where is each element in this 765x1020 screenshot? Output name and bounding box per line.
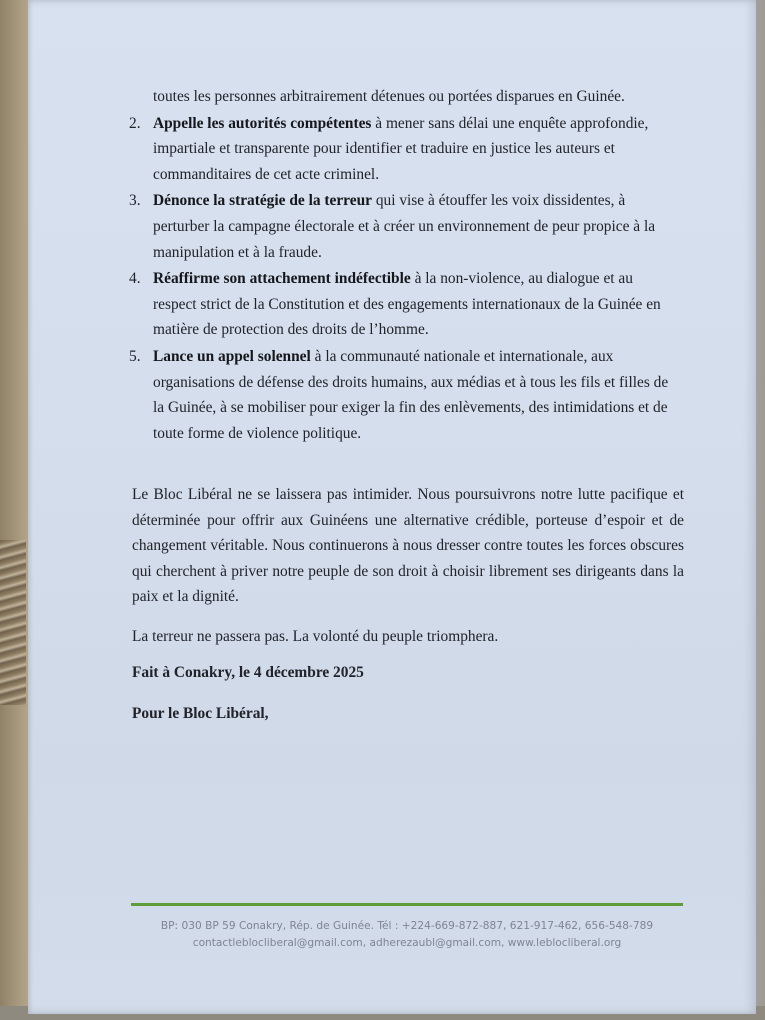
item-number: 4. bbox=[129, 270, 141, 288]
item-lead: Appelle les autorités compétentes bbox=[153, 114, 372, 132]
item-number: 5. bbox=[129, 347, 141, 365]
list-item-5 bbox=[129, 344, 678, 446]
footer-rule bbox=[131, 903, 683, 906]
signoff-date: Fait à Conakry, le 4 décembre 2025 bbox=[132, 664, 364, 681]
paragraph-slogan: La terreur ne passera pas. La volonté du peuple triomphera. bbox=[132, 628, 499, 645]
footer-address: BP: 030 BP 59 Conakry, Rép. de Guinée. Tél : +224-669-872-887, 621-917-462, 656-548-789 bbox=[160, 920, 654, 932]
item-text: qui vise à étouffer les voix dissidentes, à perturber la campagne électorale et à créer un environnement de peur propice à la manipulation et à la fraude. bbox=[153, 192, 656, 261]
list-item-2 bbox=[129, 111, 678, 188]
item-text: à la communauté nationale et internationale, aux organisations de défense des droits humains, aux médias et à tous les fils et filles de la Guinée, à se mobiliser pour exiger la fin des enlèvements, des intimidations et de toute forme de violence politique. bbox=[153, 347, 669, 442]
tape-strip bbox=[0, 540, 26, 705]
document-page bbox=[28, 0, 756, 1014]
footer-contacts: contactleblocliberal@gmail.com, adherezaubl@gmail.com, www.leblocliberal.org bbox=[192, 937, 622, 949]
item-number: 2. bbox=[129, 114, 141, 132]
item-text: à mener sans délai une enquête approfondie, impartiale et transparente pour identifier et traduire en justice les auteurs et commanditaires de cet acte criminel. bbox=[153, 114, 649, 183]
list-item-4 bbox=[129, 266, 678, 343]
item-number: 3. bbox=[129, 192, 141, 210]
footer bbox=[126, 918, 688, 952]
item-lead: Dénonce la stratégie de la terreur bbox=[153, 192, 372, 210]
item-lead: Lance un appel solennel bbox=[153, 347, 311, 365]
continuation-text: toutes les personnes arbitrairement détenues ou portées disparues en Guinée. bbox=[153, 88, 625, 105]
item-text: à la non-violence, au dialogue et au respect strict de la Constitution et des engagements internationaux de la Guinée en matière de protection des droits de l’homme. bbox=[153, 270, 661, 339]
numbered-list bbox=[129, 84, 678, 446]
signoff-party: Pour le Bloc Libéral, bbox=[132, 705, 269, 722]
item-lead: Réaffirme son attachement indéfectible bbox=[153, 270, 411, 288]
paragraph-resolve: Le Bloc Libéral ne se laissera pas intimider. Nous poursuivrons notre lutte pacifique et déterminée pour offrir aux Guinéens une alternative crédible, porteuse d’espoir et de changement véritable. Nous continuerons à nous dresser contre toutes les forces obscures qui cherchent à priver notre peuple de son droit à choisir librement ses dirigeants dans la paix et la dignité. bbox=[132, 486, 684, 606]
list-item-continuation bbox=[153, 84, 678, 110]
list-item-3 bbox=[129, 188, 678, 265]
